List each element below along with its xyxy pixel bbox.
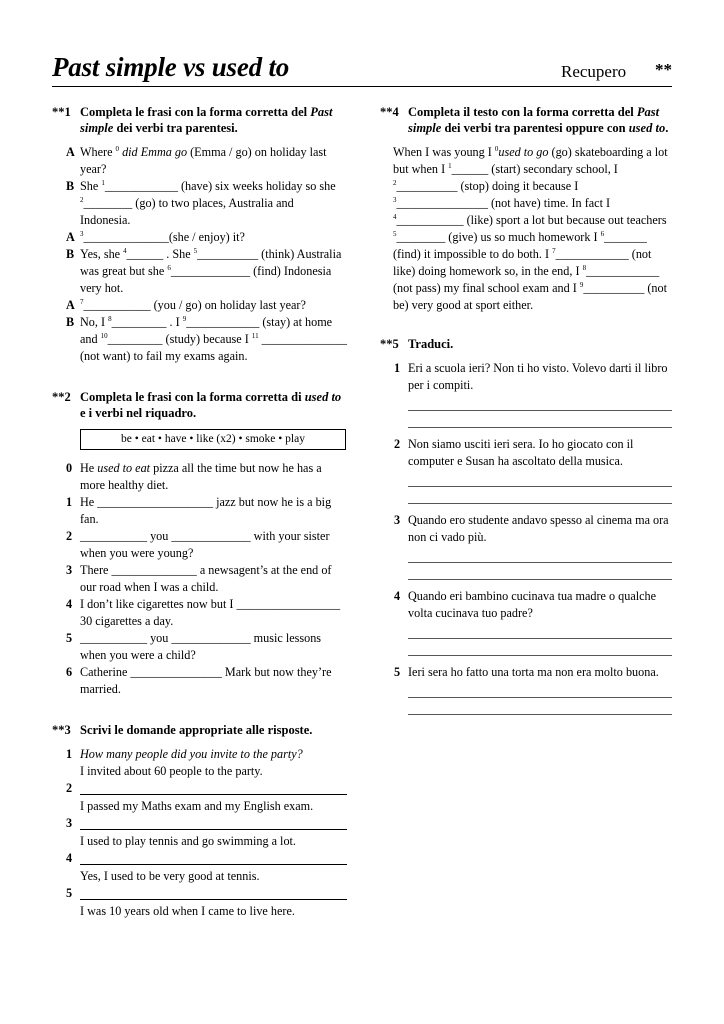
translate-item: 3 Quando ero studente andavo spesso al cinema ma ora non ci vado più.: [394, 513, 669, 544]
question-item: 1 How many people did you invite to the party?: [66, 747, 303, 761]
right-column: [380, 104, 672, 715]
sentence-item: 2 ___________ you _____________ with your sister when you were young?: [66, 529, 330, 560]
dialogue-line: A $^7$___________ (you / go) on holiday last year?: [66, 298, 306, 312]
answer-line[interactable]: [80, 815, 347, 830]
answer-text: I used to play tennis and go swimming a lot.: [80, 834, 296, 848]
answer-text: I invited about 60 people to the party.: [80, 764, 263, 778]
page-title: Past simple vs used to: [52, 52, 290, 82]
answer-line[interactable]: [408, 411, 672, 428]
answer-line[interactable]: [80, 885, 347, 900]
exercise-4-text: When I was young I $^0$used to go (go) skateboarding a lot but when I $^1$______ (start) secondary school, I $^2$__________ (stop) doing it because I $^3$_______________ (not have) time. In fact I $^4$___________ (like) sport a lot but because out teachers $^5$________ (give) us so much homework I $^6$_______ (find) it impossible to do both. I $^7$____________ (not like) doing homework so, in the end, I $^8$____________ (not pass) my final school exam and I $^9$__________ (not be) very good at sport either.: [393, 145, 668, 312]
sentence-item: 5 ___________ you _____________ music lessons when you were a child?: [66, 631, 322, 662]
exercise-2: [52, 389, 347, 698]
answer-line[interactable]: [408, 546, 672, 563]
exercise-3-items: [52, 746, 347, 920]
question-item: 5: [52, 885, 347, 900]
dialogue-line: A Where $^0$ did Emma go (Emma / go) on holiday last year?: [66, 145, 327, 176]
exercise-5-heading: **5 Traduci.: [380, 337, 454, 351]
exercise-2-sentences: [52, 460, 347, 698]
question-item: 4: [52, 850, 347, 865]
question-item: 3: [52, 815, 347, 830]
exercise-1-dialogue: [52, 144, 347, 365]
left-column: [52, 104, 347, 920]
exercise-4-heading: **4 Completa il testo con la forma corretta del Past simple dei verbi tra parentesi oppure con used to.: [380, 105, 669, 135]
answer-line[interactable]: [80, 850, 347, 865]
exercise-5: [380, 336, 672, 715]
dialogue-line: B Yes, she $^4$______ . She $^5$__________ (think) Australia was great but she $^6$_____________ (find) Indonesia very hot.: [66, 247, 342, 295]
answer-text: I passed my Maths exam and my English exam.: [80, 799, 314, 813]
answer-line[interactable]: [408, 681, 672, 698]
sentence-item: 6 Catherine _______________ Mark but now they’re married.: [66, 665, 332, 696]
translate-item: 2 Non siamo usciti ieri sera. Io ho giocato con il computer e Susan ha ascoltato della musica.: [394, 437, 634, 468]
dialogue-line: B No, I $^8$_________ . I $^9$____________ (stay) at home and $^{10}$_________ (study) because I $^{11}$ ______________ (not want) to fail my exams again.: [66, 315, 347, 363]
exercise-5-items: [380, 360, 672, 715]
level-label: Recupero: [561, 62, 627, 81]
sentence-item: 1 He ___________________ jazz but now he is a big fan.: [66, 495, 332, 526]
difficulty-stars: **: [655, 60, 672, 79]
answer-line[interactable]: [408, 394, 672, 411]
sentence-item: 0 He used to eat pizza all the time but now he has a more healthy diet.: [66, 461, 322, 492]
exercise-2-heading: **2 Completa le frasi con la forma corretta di used to e i verbi nel riquadro.: [52, 390, 342, 420]
translate-item: 5 Ieri sera ho fatto una torta ma non era molto buona.: [394, 665, 659, 679]
sentence-item: 3 There ______________ a newsagent’s at the end of our road when I was a child.: [66, 563, 332, 594]
word-box: be • eat • have • like (x2) • smoke • play: [80, 429, 346, 450]
answer-line[interactable]: [408, 639, 672, 656]
answer-line[interactable]: [408, 698, 672, 715]
exercise-3: [52, 722, 347, 920]
answer-line[interactable]: [408, 470, 672, 487]
answer-line[interactable]: [408, 487, 672, 504]
question-item: 2: [52, 780, 347, 795]
answer-line[interactable]: [408, 622, 672, 639]
page-header: [52, 50, 672, 87]
sentence-item: 4 I don’t like cigarettes now but I _________________ 30 cigarettes a day.: [66, 597, 341, 628]
dialogue-line: B She $^1$____________ (have) six weeks holiday so she $^2$________ (go) to two places, Australia and Indonesia.: [66, 179, 336, 227]
exercise-4: [380, 104, 672, 314]
exercise-1: [52, 104, 347, 365]
dialogue-line: A $^3$______________(she / enjoy) it?: [66, 230, 245, 244]
translate-item: 1 Eri a scuola ieri? Non ti ho visto. Volevo darti il libro per i compiti.: [394, 361, 668, 392]
exercise-3-heading: **3 Scrivi le domande appropriate alle risposte.: [52, 723, 313, 737]
exercise-1-heading: **1 Completa le frasi con la forma corretta del Past simple dei verbi tra parentesi.: [52, 105, 333, 135]
answer-line[interactable]: [80, 780, 347, 795]
answer-text: I was 10 years old when I came to live here.: [80, 904, 295, 918]
translate-item: 4 Quando eri bambino cucinava tua madre o qualche volta cucinava tuo padre?: [394, 589, 657, 620]
answer-line[interactable]: [408, 563, 672, 580]
answer-text: Yes, I used to be very good at tennis.: [80, 869, 260, 883]
